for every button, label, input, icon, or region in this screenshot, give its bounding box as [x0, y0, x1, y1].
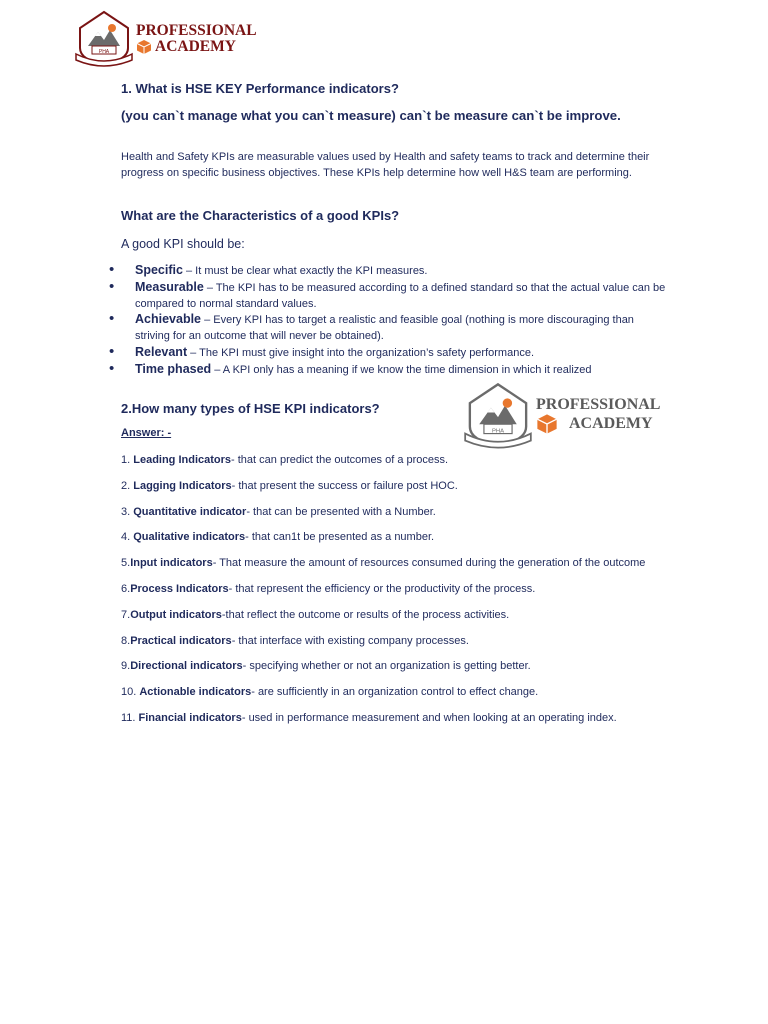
academy-crest-icon — [462, 382, 534, 450]
characteristic-term: Achievable — [135, 312, 202, 327]
indicator-desc: -that reflect the outcome or results of the process activities. — [221, 608, 510, 621]
indicator-desc: - that interface with existing company processes. — [231, 634, 469, 647]
logo-wordmark — [536, 397, 660, 436]
logo-line-1: PROFESSIONAL — [536, 395, 661, 413]
indicator-name: Qualitative indicators — [133, 531, 246, 544]
academy-logo — [74, 10, 257, 68]
item-number: 6. — [121, 582, 131, 595]
academy-logo-watermark — [462, 382, 660, 450]
characteristic-desc: – It must be clear what exactly the KPI measures. — [182, 265, 428, 277]
indicator-name: Input indicators — [130, 557, 213, 570]
kpi-definition-paragraph: Health and Safety KPIs are measurable values used by Health and safety teams to track and determine their progress on specific business objectives. These KPIs help determine how well H&S team are performing. — [121, 151, 650, 179]
item-number: 8. — [121, 634, 131, 647]
indicator-desc: - That measure the amount of resources consumed during the generation of the outcome — [212, 557, 646, 570]
list-item — [121, 345, 669, 362]
characteristics-title: What are the Characteristics of a good KPIs? — [121, 208, 400, 223]
characteristic-term: Specific — [135, 263, 183, 277]
list-item — [121, 312, 669, 345]
types-title: 2.How many types of HSE KPI indicators? — [121, 401, 380, 416]
list-item — [121, 452, 681, 468]
list-item — [121, 658, 681, 674]
indicator-name: Practical indicators — [130, 634, 232, 647]
indicator-desc: - that can predict the outcomes of a process. — [231, 454, 449, 466]
item-number: 2. — [121, 479, 134, 492]
characteristics-intro: A good KPI should be: — [121, 237, 245, 251]
list-item — [121, 280, 669, 313]
item-number: 9. — [121, 660, 131, 673]
characteristic-desc: – A KPI only has a meaning if we know the time dimension in which it realized — [211, 363, 592, 376]
characteristic-term: Measurable — [135, 279, 204, 294]
answer-label: Answer: - — [121, 427, 172, 439]
question-1-title: 1. What is HSE KEY Performance indicators? — [121, 81, 399, 96]
indicator-name: Process Indicators — [130, 582, 229, 595]
indicator-desc: - that can1t be presented as a number. — [245, 531, 435, 544]
indicator-desc: - that can be presented with a Number. — [246, 505, 436, 518]
cube-icon — [536, 413, 558, 435]
list-item — [121, 633, 681, 649]
indicator-desc: - that present the success or failure post HOC. — [231, 479, 458, 492]
item-number: 5. — [121, 557, 131, 570]
item-number: 3. — [121, 505, 134, 518]
list-item — [121, 607, 681, 623]
characteristics-list — [121, 263, 669, 379]
indicator-name: Output indicators — [130, 608, 222, 621]
indicator-name: Actionable indicators — [139, 686, 252, 699]
characteristic-term: Relevant — [135, 344, 188, 359]
cube-icon — [136, 39, 152, 55]
indicator-desc: - are sufficiently in an organization control to effect change. — [251, 686, 539, 699]
list-item — [121, 362, 669, 379]
indicator-desc: - specifying whether or not an organization is getting better. — [242, 660, 531, 673]
characteristic-desc: – Every KPI has to target a realistic and feasible goal (nothing is more discouraging than striving for an outcome that will never be obtained). — [135, 314, 634, 343]
logo-line-2: ACADEMY — [155, 38, 236, 55]
logo-line-2: ACADEMY — [569, 414, 653, 432]
logo-badge-text: PHA — [98, 49, 110, 55]
list-item — [121, 478, 681, 494]
indicator-name: Financial indicators — [138, 711, 242, 724]
academy-crest-icon — [74, 10, 134, 68]
question-1-subtitle: (you can`t manage what you can`t measure) can`t be measure can`t be improve. — [121, 108, 621, 123]
indicator-name: Directional indicators — [130, 660, 243, 673]
item-number: 7. — [121, 608, 131, 621]
item-number: 11. — [121, 711, 139, 724]
list-item — [121, 581, 681, 597]
list-item — [121, 504, 681, 520]
indicator-types-list — [121, 452, 681, 736]
item-number: 10. — [121, 686, 140, 699]
list-item — [121, 529, 681, 545]
list-item — [121, 555, 681, 571]
indicator-name: Quantitative indicator — [133, 505, 247, 518]
characteristic-desc: – The KPI must give insight into the organization’s safety performance. — [187, 346, 535, 359]
item-number: 1. — [121, 454, 134, 466]
logo-line-1: PROFESSIONAL — [136, 21, 257, 39]
indicator-desc: - used in performance measurement and when looking at an operating index. — [241, 711, 617, 724]
item-number: 4. — [121, 531, 134, 544]
list-item — [121, 710, 681, 726]
characteristic-term: Time phased — [135, 361, 212, 376]
characteristic-desc: – The KPI has to be measured according to a defined standard so that the actual value can be compared to normal standard values. — [135, 281, 666, 310]
indicator-name: Lagging Indicators — [133, 479, 232, 492]
logo-wordmark — [136, 23, 257, 56]
list-item — [121, 684, 681, 700]
list-item — [121, 263, 669, 280]
logo-badge-text: PHA — [491, 428, 505, 435]
indicator-name: Leading Indicators — [133, 454, 232, 466]
indicator-desc: - that represent the efficiency or the productivity of the process. — [228, 582, 536, 595]
